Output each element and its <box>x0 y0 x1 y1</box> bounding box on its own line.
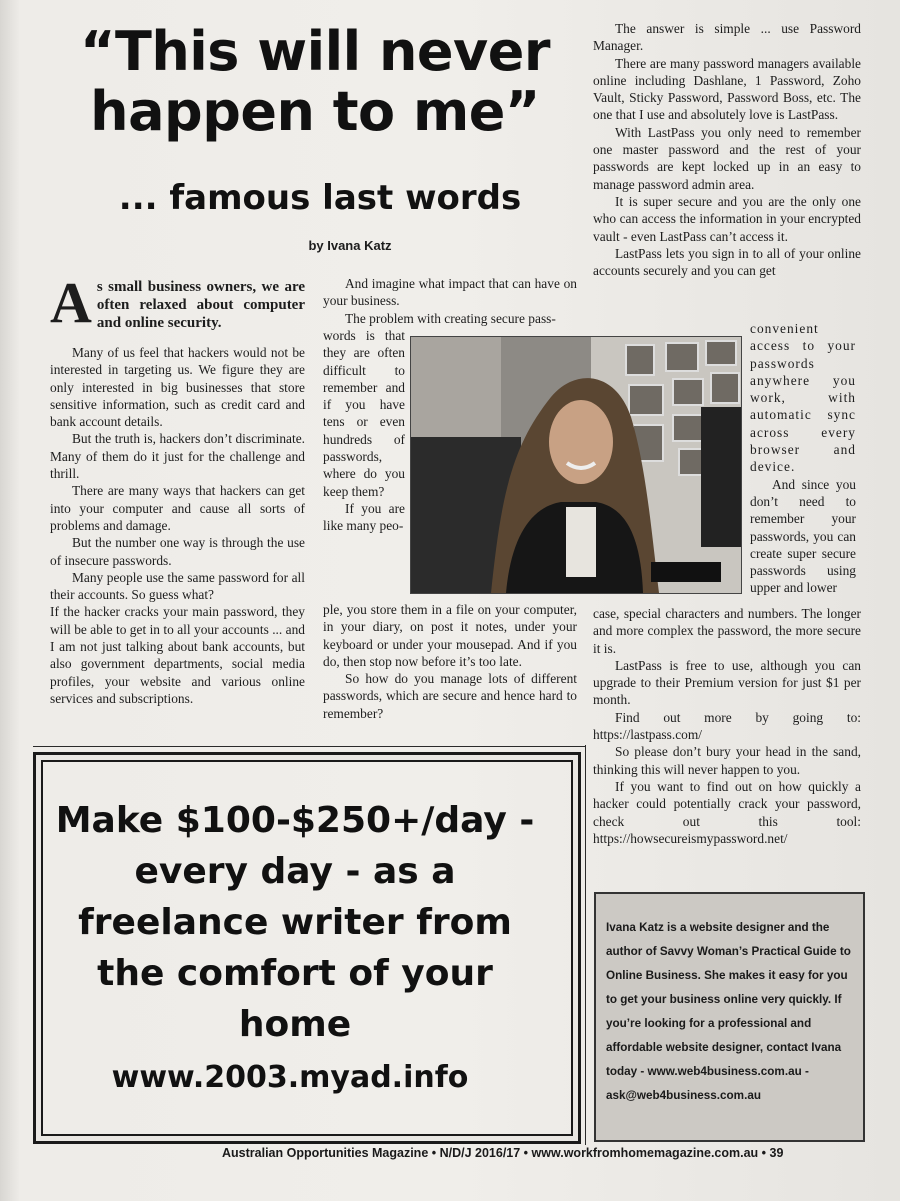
paragraph: If you are like many peo- <box>323 500 405 534</box>
paragraph: If the hacker cracks your main password, they will be able to get in to all your accounts ... and I am not just talking about bank accounts, but also government departments, social media profiles, your website and various online services and subscriptions. <box>50 604 305 706</box>
column-2-bottom <box>323 601 577 722</box>
ad-url: www.2003.myad.info <box>111 1060 469 1095</box>
paragraph: With LastPass you only need to remember one master password and the rest of your passwords are kept locked up in an easy to manage password admin area. <box>593 124 861 192</box>
column-divider <box>585 745 586 1145</box>
article-subtitle: ... famous last words <box>118 178 522 218</box>
column-1 <box>50 270 305 707</box>
paragraph: LastPass is free to use, although you can upgrade to their Premium version for just $1 per month. <box>593 657 861 708</box>
paragraph: Many people use the same password for all their accounts. So guess what? <box>50 569 305 603</box>
paragraph: ple, you store them in a file on your computer, in your diary, on post it notes, under your keyboard or under your mousepad. And if you do, then stop now before it’s too late. <box>323 602 577 669</box>
column-2-narrow <box>323 327 405 535</box>
paragraph: So how do you manage lots of different passwords, which are secure and hence hard to remember? <box>323 671 577 721</box>
page-footer: Australian Opportunities Magazine • N/D/J 2016/17 • www.workfromhomemagazine.com.au • 39 <box>222 1146 784 1160</box>
portrait-illustration <box>411 337 741 593</box>
paragraph: So please don’t bury your head in the sand, thinking this will never happen to you. <box>593 744 861 777</box>
paragraph: But the truth is, hackers don’t discriminate. Many of them do it just for the challenge and thrill. <box>50 431 305 482</box>
ad-headline: Make $100-$250+/day - every day - as a freelance writer from the comfort of your home <box>55 800 535 1045</box>
paragraph: There are many ways that hackers can get into your computer and cause all sorts of problems and damage. <box>50 483 305 533</box>
lead-text: s small business owners, we are often relaxed about computer and online security. <box>96 279 305 331</box>
column-3-bottom <box>593 605 861 847</box>
author-bio-box <box>594 892 865 1142</box>
byline: by Ivana Katz <box>308 238 392 253</box>
paragraph: Many of us feel that hackers would not be interested in targeting us. We figure they are only interested in big businesses that store sensitive information, such as credit card and bank account details. <box>50 345 305 430</box>
author-photo <box>410 336 742 594</box>
paragraph: If you want to find out on how quickly a hacker could potentially crack your password, check out this tool: https://howsecureismypassword.net/ <box>593 778 861 846</box>
article-title: “This will never happen to me” <box>80 20 550 143</box>
ad-top-rule <box>33 746 585 747</box>
paragraph: case, special characters and numbers. The longer and more complex the password, the more secure it is. <box>593 606 861 656</box>
lead-paragraph <box>50 270 305 335</box>
author-bio-text: Ivana Katz is a website designer and the author of Savvy Woman’s Practical Guide to Online Business. She makes it easy for you to get your business online very quickly. If you’re looking for a professional and affordable website designer, contact Ivana today - www.web4business.com.au - ask@web4business.com.au <box>606 921 851 1102</box>
paragraph: But the number one way is through the use of insecure passwords. <box>50 535 305 568</box>
paragraph: convenient access to your passwords anywhere you work, with automatic sync across every browser and device. <box>750 321 856 475</box>
column-3-narrow <box>750 320 856 597</box>
paragraph: It is super secure and you are the only one who can access the information in your encrypted vault - even LastPass can’t access it. <box>593 193 861 244</box>
paragraph: The answer is simple ... use Password Manager. <box>593 21 861 54</box>
column-2-top <box>323 275 577 327</box>
paragraph: There are many password managers available online including Dashlane, 1 Password, Zoho Vault, Sticky Password, Password Boss, etc. The one that I use and absolutely love is LastPass. <box>593 55 861 123</box>
paragraph: The problem with creating secure pass- <box>345 310 556 326</box>
drop-cap: A <box>50 270 92 335</box>
paragraph: And since you don’t need to remember your passwords, you can create super secure passwords using upper and lower <box>750 476 856 596</box>
paragraph: LastPass lets you sign in to all of your online accounts securely and you can get <box>593 245 861 279</box>
paragraph: Find out more by going to: https://lastpass.com/ <box>593 709 861 743</box>
column-3-top <box>593 20 861 279</box>
paragraph: words is that they are often difficult to remember and if you have tens or even hundreds of passwords, where do you keep them? <box>323 328 405 499</box>
paragraph: And imagine what impact that can have on your business. <box>323 276 577 309</box>
